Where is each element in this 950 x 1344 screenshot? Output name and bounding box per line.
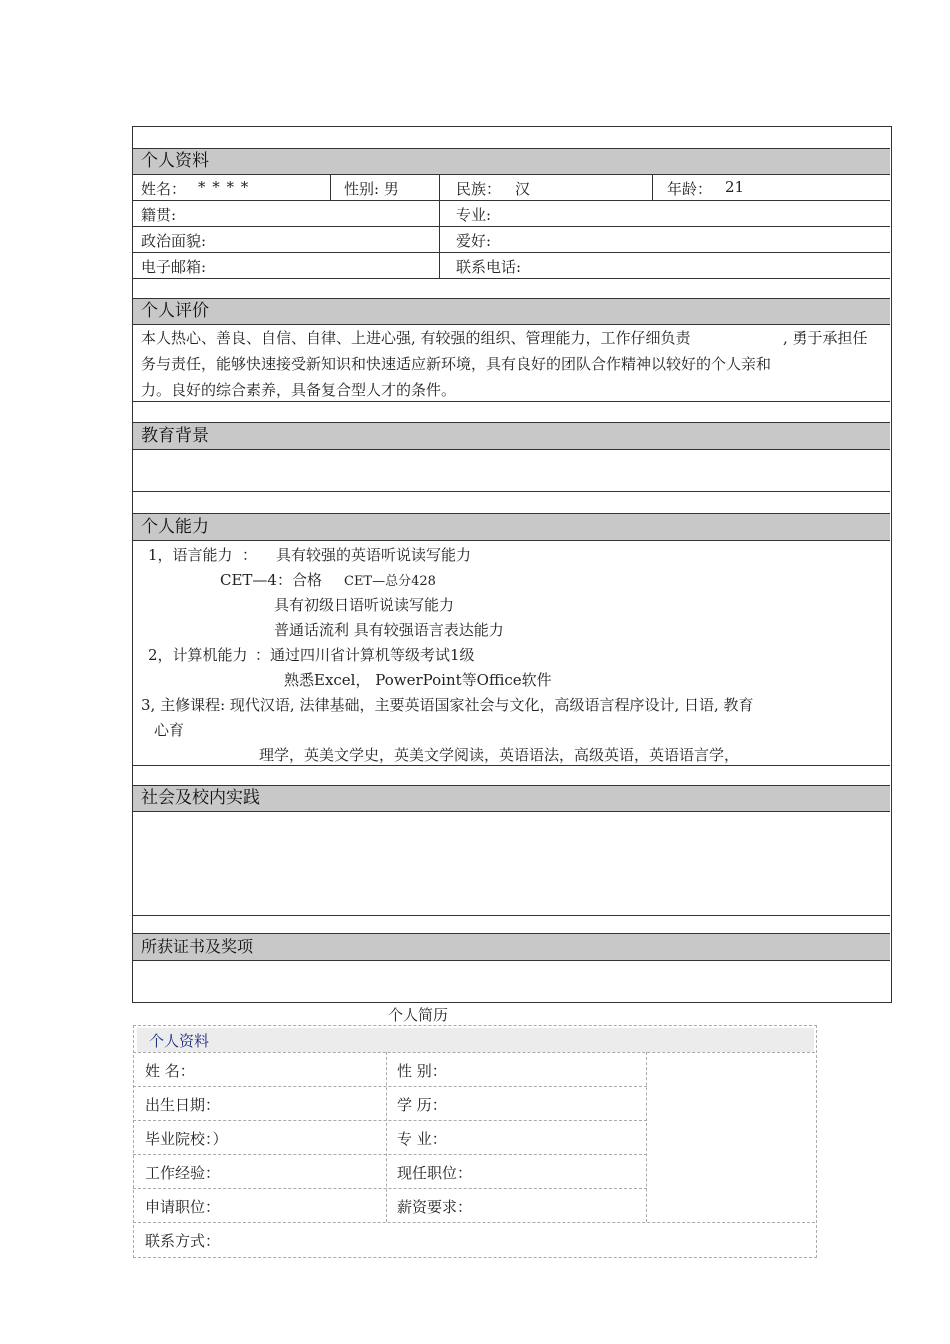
ability-language-sep: ： bbox=[242, 546, 258, 564]
major-field: 专业: bbox=[456, 206, 492, 224]
evaluation-line: 本人热心、善良、自信、自律、上进心强, 有较强的组织、管理能力，工作仔细负责 bbox=[141, 329, 691, 347]
ability-language-heading: 1，语言能力 bbox=[148, 546, 233, 564]
form2-border bbox=[133, 1025, 817, 1258]
section-abilities: 个人能力 bbox=[133, 514, 890, 540]
ability-courses-cont: 心育 bbox=[154, 721, 185, 739]
section-personal-info: 个人资料 bbox=[133, 149, 890, 174]
ability-computer-heading: 2，计算机能力 bbox=[148, 646, 248, 664]
evaluation-line: 力。良好的综合素养，具备复合型人才的条件。 bbox=[141, 381, 457, 399]
section-practice: 社会及校内实践 bbox=[133, 786, 890, 811]
rule bbox=[132, 811, 890, 812]
contact-field: 联系方式： bbox=[145, 1232, 221, 1250]
ability-cet4: CET—4：合格 bbox=[220, 571, 322, 589]
gender-field: 性别: 男 bbox=[344, 180, 399, 198]
section-personal-info-2 bbox=[137, 1028, 814, 1052]
ability-cet-score: CET—总分428 bbox=[344, 574, 436, 589]
rule bbox=[132, 933, 890, 934]
rule bbox=[132, 298, 890, 299]
col-divider bbox=[646, 1052, 647, 1222]
major-field-2: 专 业： bbox=[397, 1130, 447, 1148]
age-label: 年龄： bbox=[667, 180, 713, 198]
ethnicity-label: 民族： bbox=[456, 180, 502, 198]
evaluation-line-tail: , 勇于承担任 bbox=[783, 329, 868, 347]
rule bbox=[132, 174, 890, 175]
rule bbox=[133, 1222, 815, 1223]
position-field: 现任职位： bbox=[397, 1164, 473, 1182]
rule bbox=[133, 1154, 647, 1155]
col-divider bbox=[652, 174, 653, 200]
rule bbox=[132, 148, 890, 149]
page-title: 个人简历 bbox=[388, 1006, 449, 1024]
col-divider bbox=[330, 174, 331, 200]
political-field: 政治面貌: bbox=[141, 232, 207, 250]
evaluation-text bbox=[141, 325, 886, 403]
education-field: 学 历： bbox=[397, 1096, 447, 1114]
rule bbox=[133, 1086, 647, 1087]
section-self-evaluation: 个人评价 bbox=[133, 299, 890, 324]
hobby-field: 爱好: bbox=[456, 232, 492, 250]
ethnicity-value: 汉 bbox=[515, 180, 531, 198]
col-divider bbox=[439, 174, 440, 278]
rule bbox=[133, 1120, 647, 1121]
rule bbox=[132, 422, 890, 423]
rule bbox=[132, 252, 890, 253]
section-personal-info-label: 个人资料 bbox=[149, 1032, 210, 1050]
evaluation-line: 务与责任，能够快速接受新知识和快速适应新环境，具有良好的团队合作精神以较好的个人亲和 bbox=[141, 355, 772, 373]
rule bbox=[133, 1052, 815, 1053]
rule bbox=[132, 915, 890, 916]
gender-field-2: 性 别： bbox=[397, 1062, 447, 1080]
phone-field: 联系电话: bbox=[456, 258, 522, 276]
rule bbox=[132, 449, 890, 450]
ability-language-text: 具有较强的英语听说读写能力 bbox=[276, 546, 472, 564]
ability-japanese: 具有初级日语听说读写能力 bbox=[274, 596, 455, 614]
ability-computer-text: ：通过四川省计算机等级考试1级 bbox=[255, 646, 475, 664]
rule bbox=[132, 491, 890, 492]
rule bbox=[132, 200, 890, 201]
experience-field: 工作经验： bbox=[145, 1164, 221, 1182]
rule bbox=[132, 765, 890, 766]
col-divider bbox=[386, 1052, 387, 1222]
rule bbox=[132, 513, 890, 514]
ability-mandarin: 普通话流利 具有较强语言表达能力 bbox=[274, 621, 504, 639]
apply-field: 申请职位： bbox=[145, 1198, 221, 1216]
name-field-2: 姓 名： bbox=[145, 1062, 195, 1080]
ability-courses-cont: 理学，英美文学史，英美文学阅读，英语语法，高级英语，英语语言学， bbox=[259, 746, 740, 764]
name-label: 姓名： bbox=[141, 180, 187, 198]
birth-field: 出生日期： bbox=[145, 1096, 221, 1114]
salary-field: 薪资要求： bbox=[397, 1198, 473, 1216]
rule bbox=[132, 785, 890, 786]
rule bbox=[132, 540, 890, 541]
section-certificates: 所获证书及奖项 bbox=[133, 934, 890, 960]
ability-office: 熟悉Excel， PowerPoint等Office软件 bbox=[284, 671, 552, 689]
rule bbox=[132, 960, 890, 961]
email-field: 电子邮箱: bbox=[141, 258, 207, 276]
rule bbox=[133, 1188, 647, 1189]
name-value: * * * * bbox=[198, 178, 250, 196]
school-field: 毕业院校：） bbox=[145, 1130, 228, 1148]
ability-courses: 3, 主修课程: 现代汉语, 法律基础，主要英语国家社会与文化，高级语言程序设计, 日语, 教育 bbox=[141, 696, 754, 714]
rule bbox=[132, 226, 890, 227]
section-education: 教育背景 bbox=[133, 423, 890, 449]
native-place-field: 籍贯: bbox=[141, 206, 177, 224]
rule bbox=[132, 278, 890, 279]
age-value: 21 bbox=[725, 178, 745, 196]
